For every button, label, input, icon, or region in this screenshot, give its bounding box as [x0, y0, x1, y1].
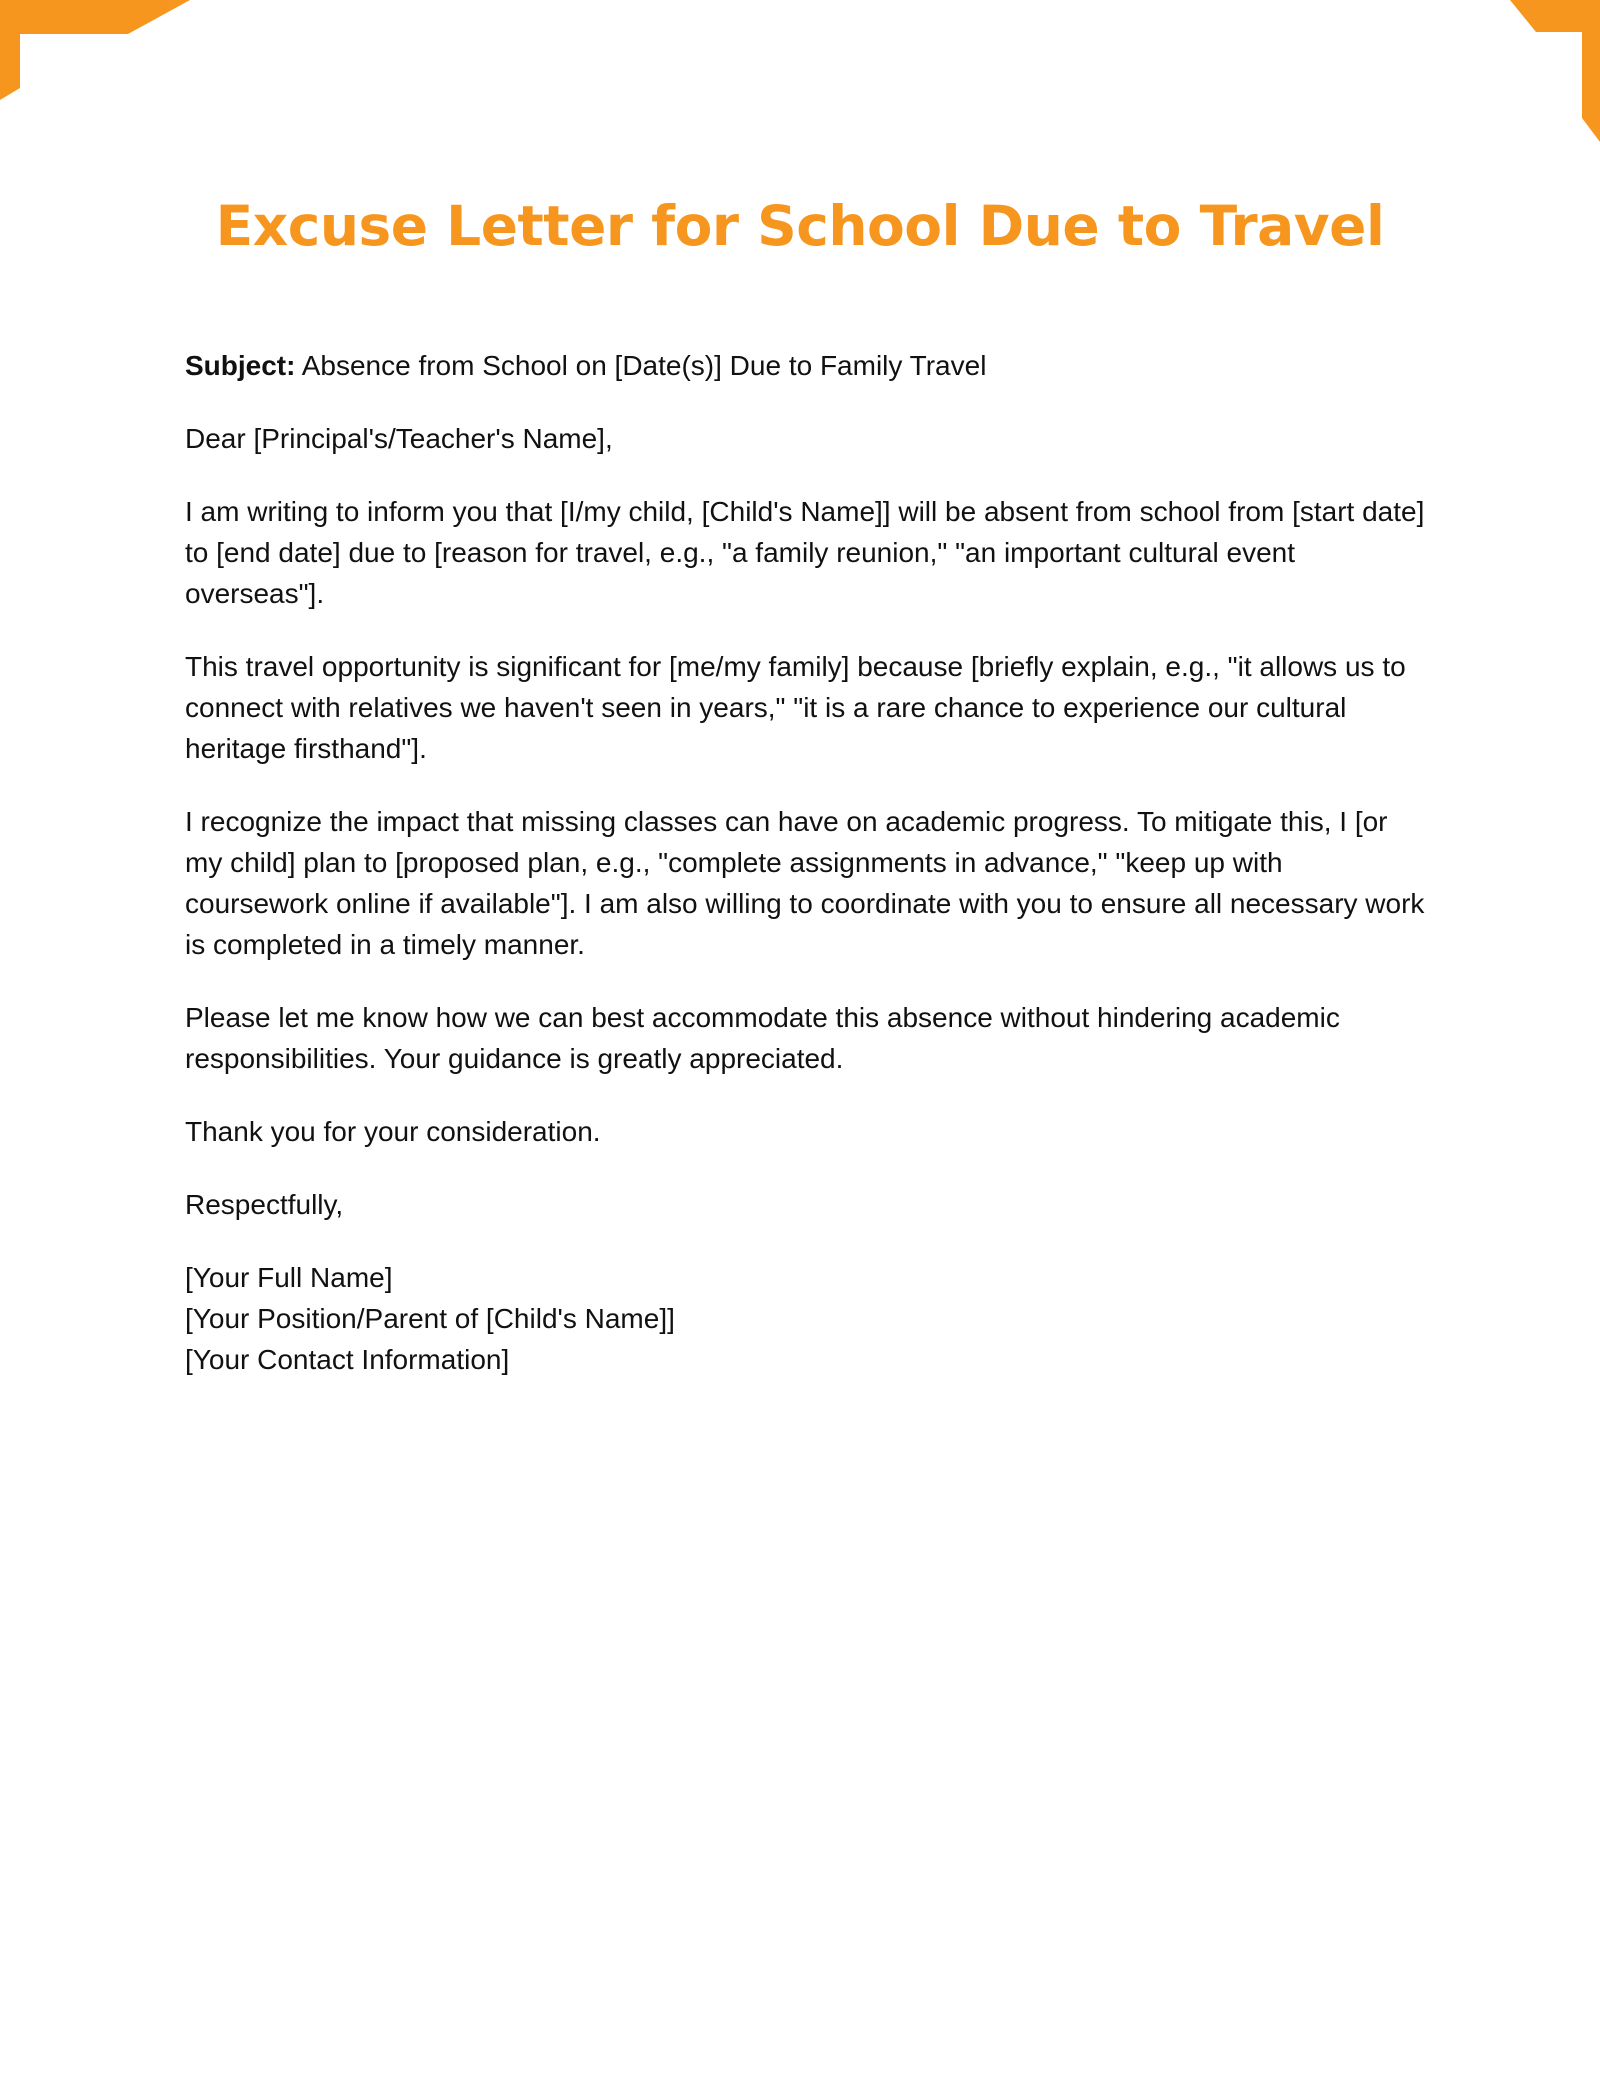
subject-line	[185, 345, 1425, 386]
subject-label: Subject:	[185, 350, 296, 381]
paragraph-significance: This travel opportunity is significant for [me/my family] because [briefly explain, e.g., "it allows us to connect with relatives we haven't seen in years," "it is a rare chance to experience our cultural heritage firsthand"].	[185, 651, 1406, 764]
thanks-line: Thank you for your consideration.	[185, 1116, 601, 1147]
page-title: Excuse Letter for School Due to Travel	[215, 194, 1385, 258]
signature-contact: [Your Contact Information]	[185, 1344, 510, 1375]
corner-decoration-left	[0, 0, 200, 110]
signature-name: [Your Full Name]	[185, 1262, 393, 1293]
paragraph-intro: I am writing to inform you that [I/my child, [Child's Name]] will be absent from school from [start date] to [end date] due to [reason for travel, e.g., "a family reunion," "an important cultural event overseas"].	[185, 496, 1425, 609]
salutation: Dear [Principal's/Teacher's Name],	[185, 423, 613, 454]
letter-body	[185, 345, 1425, 1412]
signature-position: [Your Position/Parent of [Child's Name]]	[185, 1303, 675, 1334]
signature-block	[185, 1257, 1425, 1380]
paragraph-plan: I recognize the impact that missing classes can have on academic progress. To mitigate this, I [or my child] plan to [proposed plan, e.g., "complete assignments in advance," "keep up with coursework online if available"]. I am also willing to coordinate with you to ensure all necessary work is completed in a timely manner.	[185, 806, 1425, 960]
corner-decoration-right	[1500, 0, 1600, 150]
subject-text: Absence from School on [Date(s)] Due to Family Travel	[295, 350, 987, 381]
closing: Respectfully,	[185, 1189, 344, 1220]
paragraph-request: Please let me know how we can best accommodate this absence without hindering academic responsibilities. Your guidance is greatly appreciated.	[185, 1002, 1340, 1074]
